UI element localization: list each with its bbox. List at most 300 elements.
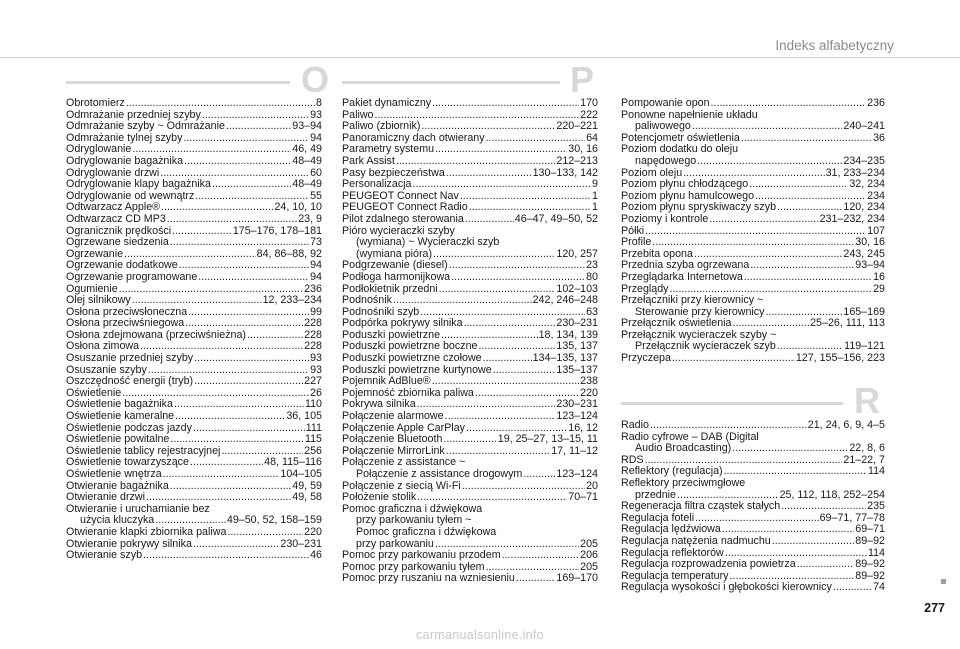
index-entry-lead: (wymiana) ~ Wycieraczki szyb	[356, 236, 500, 249]
leader-dots	[126, 98, 315, 110]
index-entry-term: Podpórka pokrywy silnika	[342, 317, 463, 330]
index-entry-pages: 120, 257	[556, 247, 598, 260]
index-entry-pages: 236	[304, 282, 322, 295]
index-entry-term: Odryglowanie klapy bagażnika	[66, 178, 211, 191]
leader-dots	[183, 133, 309, 145]
index-entry-term: Olej silnikowy	[66, 294, 131, 307]
index-entry-term: Poduszki powietrzne kurtynowe	[342, 363, 492, 376]
index-entry	[621, 501, 885, 513]
leader-dots	[184, 156, 291, 168]
leader-dots	[449, 260, 585, 272]
index-entry-term: Regulacja natężenia nadmuchu	[621, 534, 771, 547]
leader-dots	[493, 365, 556, 377]
index-entry-term: Odryglowanie od wewnątrz	[66, 189, 195, 202]
index-entry	[621, 214, 885, 226]
index-entry	[66, 237, 322, 249]
index-entry-term: Park Assist	[342, 154, 395, 167]
index-entry-term: Odryglowanie	[66, 143, 132, 156]
index-entry-term: Odtwarzacz Apple®	[66, 201, 161, 214]
section-bar-p	[342, 81, 560, 84]
index-entry-term: Odmrażanie szyby ~ Odmrażanie	[66, 120, 225, 133]
index-entry-pages: 23	[586, 259, 598, 272]
index-entry-pages: 99	[310, 305, 322, 318]
index-entry-pages: 234	[867, 189, 885, 202]
index-entry-term: Oszczędność energii (tryb)	[66, 375, 194, 388]
index-entry-term: Ogrzewanie	[66, 247, 124, 260]
index-entry-pages: 107	[867, 224, 885, 237]
index-entry-pages: 114	[867, 465, 885, 478]
index-entry-term: Regulacja rozprowadzenia powietrza	[621, 558, 796, 571]
leader-dots	[179, 260, 309, 272]
index-entry-lead: Pomoc graficzna i dźwiękowa	[356, 525, 497, 538]
index-entry-term: przy parkowaniu	[356, 537, 434, 550]
index-entry-pages: 46–47, 49–50, 52	[514, 212, 598, 225]
index-entry-term: Odtwarzacz CD MP3	[66, 212, 166, 225]
index-entry	[342, 504, 598, 550]
index-entry	[342, 550, 598, 562]
leader-dots	[833, 582, 872, 594]
index-entry-pages: 94	[310, 131, 322, 144]
index-entry	[621, 110, 885, 133]
index-entry-term: Oświetlenie wnętrza	[66, 468, 162, 480]
index-entry-term: użycia kluczyka	[80, 514, 155, 527]
leader-dots	[652, 237, 854, 249]
index-entry-term: PEUGEOT Connect Radio	[342, 201, 468, 214]
index-entry-term: Pilot zdalnego sterowania	[342, 212, 464, 225]
leader-dots	[175, 411, 285, 423]
index-entry-pages: 49, 59	[292, 479, 322, 492]
section-letter-r: R	[854, 380, 880, 421]
index-entry-pages: 120, 234	[843, 201, 885, 214]
index-entry-term: paliwowego	[635, 120, 691, 133]
index-entry-term: Panoramiczny dach otwierany	[342, 131, 485, 144]
index-entry-pages: 93	[310, 363, 322, 376]
section-letter-p: P	[570, 59, 595, 100]
index-entry-term: Pomoc przy parkowaniu tyłem	[342, 560, 485, 573]
index-entry-pages: 32, 234	[849, 178, 885, 191]
section-letter-o: O	[301, 59, 330, 100]
leader-dots	[523, 469, 555, 481]
index-entry-term: Oświetlenie	[66, 386, 122, 399]
index-entry-pages: 135, 137	[556, 340, 598, 353]
index-entry-term: Podnośnik	[342, 294, 392, 307]
leader-dots	[741, 133, 872, 145]
index-entry-pages: 127, 155–156, 223	[795, 352, 885, 365]
index-entry-pages: 93–94	[855, 259, 885, 272]
index-entry-term: Osłona przeciwsłoneczna	[66, 305, 188, 318]
section-header-o	[66, 59, 334, 100]
leader-dots	[781, 501, 866, 513]
index-entry-pages: 26	[310, 386, 322, 399]
page-header-title: Indeks alfabetyczny	[775, 38, 894, 53]
index-entry-term: Osłona przeciwśniegowa	[66, 317, 185, 330]
index-entry-term: Ogrzewanie programowane	[66, 270, 198, 283]
index-entry	[621, 353, 885, 365]
index-entry	[621, 559, 885, 571]
index-entry-term: przednie	[635, 488, 676, 501]
index-entry-pages: 228	[304, 328, 322, 341]
index-entry-term: Poduszki powietrzne czołowe	[342, 352, 482, 365]
leader-dots	[645, 226, 866, 238]
index-entry-pages: 135–137	[556, 363, 598, 376]
index-entry-pages: 220	[580, 386, 598, 399]
index-entry-term: Parametry systemu	[342, 143, 435, 156]
index-entry-pages: 22, 8, 6	[849, 442, 885, 455]
index-entry-lead: przy parkowaniu tyłem ~	[356, 514, 472, 527]
index-entry-pages: 80	[586, 270, 598, 283]
index-entry-term: Oświetlenie tablicy rejestracyjnej	[66, 444, 221, 457]
leader-dots	[190, 457, 263, 469]
index-entry	[66, 179, 322, 191]
index-entry-term: Przełącznik wycieraczek szyb	[635, 340, 776, 353]
leader-dots	[247, 330, 303, 342]
index-entry-term: Poziom płynu spryskiwaczy szyb	[621, 201, 777, 214]
index-entry-pages: 222	[580, 108, 598, 121]
index-entry-term: Reflektory (regulacja)	[621, 465, 723, 478]
index-entry-pages: 206	[580, 549, 598, 562]
index-entry-term: RDS	[621, 453, 644, 466]
index-entry-lead: Połączenie z assistance ~	[342, 456, 466, 469]
index-entry-pages: 60	[310, 166, 322, 179]
index-entry-pages: 16, 12	[568, 421, 598, 434]
index-entry-pages: 94	[310, 270, 322, 283]
index-entry-pages: 228	[304, 340, 322, 353]
index-entry	[66, 550, 322, 562]
index-entry-pages: 130–133, 142	[532, 166, 598, 179]
page-number: 277	[924, 601, 945, 615]
index-entry-term: Ogrzewane siedzenia	[66, 236, 169, 249]
index-entry-pages: 30, 16	[568, 143, 598, 156]
index-entry-pages: 8	[316, 97, 322, 109]
index-entry-pages: 235	[867, 500, 885, 513]
index-entry-term: Potencjometr oświetlenia	[621, 131, 740, 144]
index-entry-pages: 17, 11–12	[551, 444, 598, 457]
index-entry-pages: 24, 10, 10	[274, 201, 322, 214]
index-entry-pages: 74	[873, 581, 885, 594]
index-entry-pages: 115	[304, 433, 322, 446]
index-entry	[66, 411, 322, 423]
leader-dots	[732, 443, 848, 455]
index-entry	[342, 272, 598, 284]
index-entry-term: PEUGEOT Connect Nav	[342, 189, 459, 202]
header-divider	[0, 57, 960, 58]
index-entry-pages: 230–231	[280, 537, 322, 550]
index-entry-lead: Pomoc graficzna i dźwiękowa	[342, 502, 483, 515]
index-entry-term: Ogrzewanie dodatkowe	[66, 259, 178, 272]
index-entry-pages: 46, 49	[292, 143, 322, 156]
index-entry-pages: 227	[304, 375, 322, 388]
section-bar-o	[66, 81, 290, 84]
index-entry-pages: 48–49	[292, 154, 322, 167]
index-entry-term: Osuszanie szyby	[66, 363, 147, 376]
index-entry	[342, 226, 598, 261]
index-entry-term: Przebita opona	[621, 247, 693, 260]
index-entry	[621, 432, 885, 455]
index-entry-lead: Reflektory przeciwmgłowe	[621, 476, 746, 489]
leader-dots	[433, 249, 555, 261]
index-entry-term: Radio	[621, 419, 649, 431]
leader-dots	[797, 559, 855, 571]
index-entry-term: Oświetlenie powitalne	[66, 433, 170, 446]
leader-dots	[393, 295, 532, 307]
index-entry-term: Pakiet dynamiczny	[342, 97, 432, 109]
index-entry-pages: 134–135, 137	[532, 352, 598, 365]
leader-dots	[170, 481, 292, 493]
index-entry-term: Otwieranie bagażnika	[66, 479, 169, 492]
leader-dots	[212, 179, 291, 191]
index-entry-lead: Pióro wycieraczki szyby	[342, 224, 455, 237]
index-entry-pages: 231–232, 234	[819, 212, 885, 225]
index-entry-pages: 1	[592, 201, 598, 214]
index-entry-pages: 89–92	[855, 534, 885, 547]
index-entry-term: Odryglowanie bagażnika	[66, 154, 184, 167]
index-entry-pages: 93	[310, 108, 322, 121]
index-entry	[342, 156, 598, 168]
leader-dots	[697, 156, 842, 168]
leader-dots	[198, 272, 309, 284]
index-entry-pages: 25–26, 111, 113	[810, 317, 885, 330]
index-entry-term: Audio Broadcasting)	[635, 442, 732, 455]
index-entry-pages: 55	[310, 189, 322, 202]
index-entry-pages: 228	[304, 317, 322, 330]
index-entry-term: Osuszanie przedniej szyby	[66, 352, 194, 365]
index-entry-term: Połączenie alarmowe	[342, 410, 444, 423]
index-entry-term: Połączenie Apple CarPlay	[342, 421, 465, 434]
index-entry-pages: 49–50, 52, 158–159	[226, 514, 322, 527]
leader-dots	[724, 466, 867, 478]
leader-dots	[772, 536, 855, 548]
index-entry-pages: 18, 134, 139	[538, 328, 598, 341]
index-entry-pages: 243, 245	[843, 247, 885, 260]
leader-dots	[432, 98, 579, 110]
leader-dots	[650, 420, 807, 432]
index-entry	[621, 226, 885, 238]
index-entry	[342, 98, 598, 110]
leader-dots	[132, 295, 262, 307]
leader-dots	[462, 481, 585, 493]
leader-dots	[143, 550, 309, 562]
section-bar-r	[621, 402, 843, 405]
index-entry	[342, 179, 598, 191]
index-entry-pages: 20	[586, 479, 598, 492]
index-entry	[66, 295, 322, 307]
index-entry-pages: 93	[310, 352, 322, 365]
index-entry-pages: 111	[305, 421, 322, 434]
index-entry	[66, 353, 322, 365]
index-entry	[621, 536, 885, 548]
index-entry-term: Pokrywa silnika	[342, 398, 416, 411]
index-entry	[621, 420, 885, 432]
index-entry-pages: 94	[310, 259, 322, 272]
index-entry	[342, 573, 598, 585]
index-entry-term: Poziomy i kontrole	[621, 212, 709, 225]
index-entry-pages: 102–103	[556, 282, 598, 295]
index-entry-pages: 48, 115–116	[264, 456, 322, 469]
index-entry-pages: 89–92	[855, 558, 885, 571]
index-entry-term: Poziom płynu hamulcowego	[621, 189, 755, 202]
index-entry-pages: 23, 9	[298, 212, 322, 225]
index-entry-term: Przyczepa	[621, 352, 671, 365]
index-entry-pages: 104–105	[280, 468, 322, 480]
index-entry-pages: 238	[580, 375, 598, 388]
index-entry-pages: 242, 246–248	[532, 294, 598, 307]
index-entry-term: Personalizacja	[342, 178, 412, 191]
leader-dots	[749, 179, 848, 191]
index-entry-pages: 73	[310, 236, 322, 249]
index-entry-pages: 240–241	[843, 120, 885, 133]
index-entry-term: Przednia szyba ogrzewana	[621, 259, 750, 272]
index-entry-lead: Przełączniki przy kierownicy ~	[621, 294, 764, 307]
leader-dots	[435, 144, 567, 156]
index-entry-pages: 123–124	[556, 410, 598, 423]
index-entry-term: Przeglądy	[621, 282, 669, 295]
index-entry-pages: 16	[873, 270, 885, 283]
leader-dots	[465, 214, 514, 226]
index-entry-term: Regulacja lędźwiowa	[621, 523, 721, 536]
index-entry	[621, 582, 885, 594]
index-entry-term: Połączenie z siecią Wi-Fi	[342, 479, 461, 492]
leader-dots	[460, 191, 591, 203]
section-header-p	[342, 59, 600, 100]
leader-dots	[445, 411, 556, 423]
corner-marker	[941, 579, 946, 584]
index-entry-term: Oświetlenie podczas jazdy	[66, 421, 192, 434]
index-entry	[66, 156, 322, 168]
index-entry-term: Paliwo	[342, 108, 374, 121]
index-entry-term: Pomoc przy ruszaniu na wzniesieniu	[342, 572, 515, 585]
index-entry-pages: 70–71	[568, 491, 598, 504]
index-entry-pages: 93–94	[292, 120, 322, 133]
index-entry	[66, 214, 322, 226]
index-entry	[621, 144, 885, 167]
index-entry-pages: 48–49	[292, 178, 322, 191]
leader-dots	[443, 434, 496, 446]
index-entry-term: Regulacja temperatury	[621, 569, 729, 582]
index-column-o	[66, 98, 322, 562]
index-entry	[342, 411, 598, 423]
index-entry-term: Przełącznik oświetlenia	[621, 317, 732, 330]
leader-dots	[709, 214, 818, 226]
index-entry-pages: 110	[304, 398, 322, 411]
index-entry-term: Otwieranie drzwi	[66, 491, 145, 504]
index-entry-term: Regulacja reflektorów	[621, 546, 724, 559]
index-entry	[342, 353, 598, 365]
index-entry-term: Położenie stolik	[342, 491, 417, 504]
index-entry-term: Połączenie z assistance drogowym	[356, 468, 523, 480]
index-column-r	[621, 420, 885, 594]
index-entry-pages: 29	[873, 282, 885, 295]
index-entry-pages: 114	[867, 546, 885, 559]
index-entry-term: Oświetlenie towarzyszące	[66, 456, 189, 469]
index-entry-term: Odmrażanie przedniej szyby	[66, 108, 201, 121]
index-entry-term: Ogumienie	[66, 282, 118, 295]
index-entry-lead: Ponowne napełnienie układu	[621, 108, 758, 121]
index-entry-pages: 236	[867, 97, 885, 109]
index-entry-pages: 46	[310, 549, 322, 562]
index-entry-term: Poduszki powietrzne	[342, 328, 441, 341]
leader-dots	[502, 550, 580, 562]
index-entry	[342, 295, 598, 307]
leader-dots	[483, 353, 532, 365]
index-entry-term: Sterowanie przy kierownicy	[635, 305, 765, 318]
index-entry-pages: 69–71, 77–78	[819, 511, 885, 524]
index-entry-term: Podgrzewanie (diesel)	[342, 259, 448, 272]
index-entry-pages: 230–231	[556, 317, 598, 330]
index-entry-term: Pasy bezpieczeństwa	[342, 166, 445, 179]
index-entry-term: Oświetlenie bagażnika	[66, 398, 173, 411]
index-entry-term: Regulacja wysokości i głębokości kierownicy	[621, 581, 832, 594]
index-entry-lead: Otwieranie i uruchamianie bez	[66, 502, 210, 515]
index-entry-term: Osłona zdejmowana (przeciwśnieżna)	[66, 328, 246, 341]
leader-dots	[172, 226, 232, 238]
leader-dots	[194, 353, 309, 365]
index-entry-term: Pompowanie opon	[621, 97, 710, 109]
index-entry	[621, 295, 885, 318]
index-entry	[342, 457, 598, 480]
index-entry-pages: 69–71	[855, 523, 885, 536]
index-entry	[621, 478, 885, 501]
index-entry-pages: 31, 233–234	[825, 166, 885, 179]
index-entry-pages: 12, 233–234	[262, 294, 322, 307]
index-entry-term: Odmrażanie tylnej szyby	[66, 131, 183, 144]
leader-dots	[744, 272, 872, 284]
leader-dots	[170, 237, 309, 249]
index-entry	[66, 504, 322, 527]
index-entry-pages: 234–235	[843, 154, 885, 167]
index-entry-pages: 49, 58	[292, 491, 322, 504]
index-column-p-continued	[621, 98, 885, 365]
index-entry-term: Pomoc przy parkowaniu przodem	[342, 549, 501, 562]
index-entry-lead: Poziom dodatku do oleju	[621, 143, 739, 156]
watermark: carmanualsonline.info	[416, 628, 544, 642]
leader-dots	[227, 527, 303, 539]
leader-dots	[163, 469, 280, 481]
index-entry-term: Pojemnik AdBlue®	[342, 375, 431, 388]
section-header-r	[621, 380, 889, 421]
index-entry-term: Połączenie MirrorLink	[342, 444, 445, 457]
index-entry-pages: 36, 105	[286, 410, 322, 423]
index-entry-pages: 64	[586, 131, 598, 144]
index-entry-pages: 165–169	[843, 305, 885, 318]
leader-dots	[226, 121, 291, 133]
index-entry-term: Ogranicznik prędkości	[66, 224, 172, 237]
index-entry-pages: 63	[586, 305, 598, 318]
index-entry-pages: 25, 112, 118, 252–254	[779, 488, 885, 501]
index-entry	[66, 98, 322, 110]
index-column-p	[342, 98, 598, 585]
index-entry-term: Oświetlenie kameralne	[66, 410, 175, 423]
leader-dots	[413, 179, 592, 191]
index-entry-term: (wymiana pióra)	[356, 247, 433, 260]
index-entry	[621, 237, 885, 249]
index-entry	[621, 179, 885, 191]
index-entry-lead: Przełącznik wycieraczek szyby ~	[621, 328, 777, 341]
index-entry-pages: 205	[580, 537, 598, 550]
index-entry-lead: Radio cyfrowe – DAB (Digital	[621, 430, 759, 443]
index-entry-term: Osłona zimowa	[66, 340, 140, 353]
index-entry-pages: 175–176, 178–181	[232, 224, 322, 237]
index-entry-pages: 119–121	[844, 340, 885, 353]
index-entry	[66, 272, 322, 284]
index-entry-pages: 1	[592, 189, 598, 202]
index-entry-term: Pojemność zbiornika paliwa	[342, 386, 474, 399]
leader-dots	[711, 98, 867, 110]
index-entry-pages: 220	[304, 525, 322, 538]
leader-dots	[750, 260, 854, 272]
index-entry-term: Poduszki powietrzne boczne	[342, 340, 478, 353]
index-entry-pages: 123–124	[556, 468, 598, 480]
index-entry-pages: 220–221	[556, 120, 598, 133]
